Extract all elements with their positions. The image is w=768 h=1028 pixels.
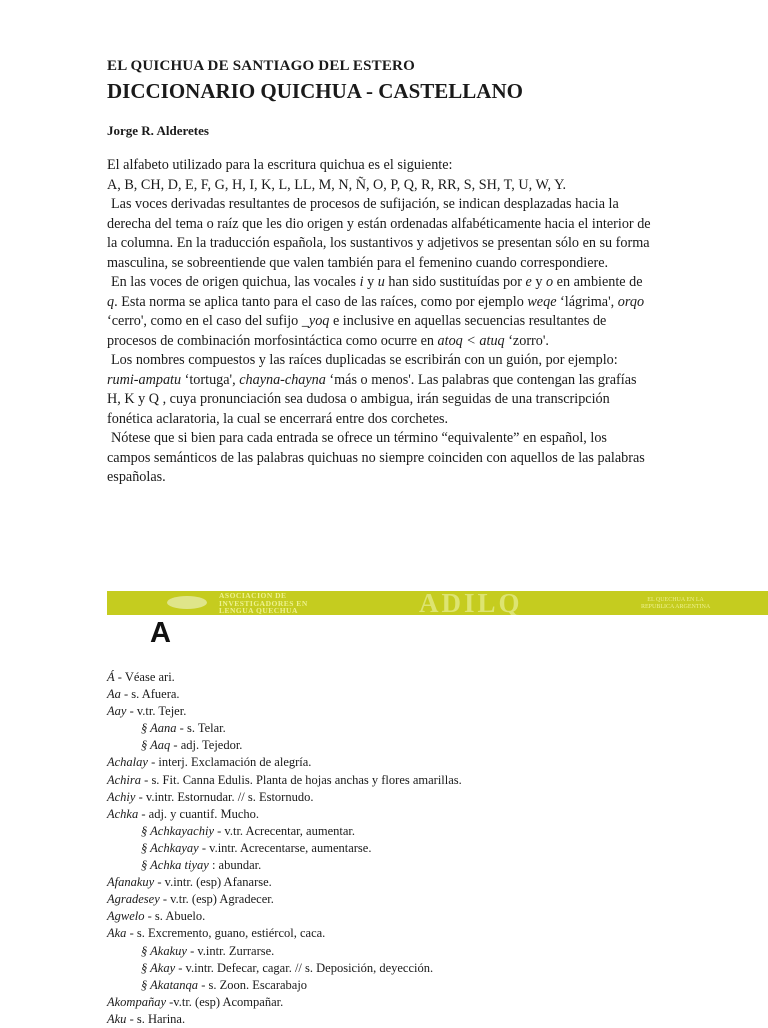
entry-definition: - s. Abuelo. [144,909,206,924]
entry-definition: - v.tr. (esp) Agradecer. [159,892,274,907]
entry-headword: § Akakuy [141,943,187,958]
intro-text [107,156,652,488]
dictionary-subentry [107,960,747,977]
dictionary-subentry [107,737,747,754]
dictionary-entry [107,669,747,686]
dictionary-entry [107,772,747,789]
entry-definition: - s. Telar. [176,721,226,736]
entry-definition: - adj. Tejedor. [170,738,243,753]
entry-headword: Akompañay [107,994,167,1009]
entry-definition: - s. Fit. Canna Edulis. Planta de hojas anchas y flores amarillas. [141,772,462,787]
adilq-banner [107,591,768,615]
entry-definition: - s. Excremento, guano, estiércol, caca. [126,926,326,941]
dictionary-subentry [107,943,747,960]
dictionary-entries [107,669,747,1028]
intro-paragraph-vowels: En las voces de origen quichua, las vocales i y u han sido sustituídas por e y o en ambiente de q. Esta norma se aplica tanto para el caso de las raíces, como por ejemplo weqe ‘lágrima', orqo ‘cerro', como en el caso del sufijo _yoq e inclusive en aquellas secuencias resultantes de procesos de combinación morfosintáctica como ocurre en atoq < atuq ‘zorro'. [107,274,645,349]
entry-headword: Achalay [107,755,148,770]
intro-paragraph-semantics: Nótese que si bien para cada entrada se ofrece un término “equivalente” en español, los campos semánticos de las palabras quichuas no siempre coinciden con aquellos de las palabras españolas. [107,430,645,485]
entry-headword: § Aaq [141,738,171,753]
intro-paragraph-derivation: Las voces derivadas resultantes de procesos de sufijación, se indican desplazadas hacia la derecha del tema o raíz que les dio origen y están ordenadas alfabéticamente hacia el interior de la columna. En la traducción española, los sustantivos y adjetivos se presentan sólo en su forma masculina, se sobreentiende que valen también para el femenino cuando correspondiere. [107,196,651,271]
entry-definition: - Véase ari. [114,670,175,684]
dictionary-entry [107,806,747,823]
dictionary-entry [107,874,747,891]
entry-definition: -v.tr. (esp) Acompañar. [166,994,284,1009]
entry-headword: § Aana [141,721,177,736]
banner-right-text: EL QUECHUA EN LA REPUBLICA ARGENTINA [641,597,711,610]
entry-headword: § Akay [141,960,176,975]
banner-association-text: ASOCIACION DE INVESTIGADORES EN LENGUA QUECHUA [219,591,308,615]
entry-headword: Agradesey [107,892,160,907]
entry-headword: Aa [107,687,121,702]
entry-headword: Agwelo [107,909,145,924]
entry-headword: Achiy [107,789,136,804]
dictionary-entry [107,925,747,942]
entry-headword: § Achka tiyay [141,858,209,873]
intro-paragraph-alphabet-label: El alfabeto utilizado para la escritura quichua es el siguiente: [107,157,453,173]
entry-definition: - v.tr. Acrecentar, aumentar. [214,823,355,838]
dictionary-entry [107,754,747,771]
entry-definition: - s. Zoon. Escarabajo [198,977,308,992]
entry-definition: - v.tr. Tejer. [126,704,187,719]
dictionary-subentry [107,977,747,994]
entry-headword: § Achkayay [141,840,199,855]
dictionary-entry [107,1011,747,1028]
dictionary-subentry [107,857,747,874]
banner-acronym: ADILQ [419,591,523,615]
document-author: Jorge R. Alderetes [107,123,209,138]
dictionary-entry [107,703,747,720]
intro-paragraph-compounds: Los nombres compuestos y las raíces duplicadas se escribirán con un guión, por ejemplo: rumi-ampatu ‘tortuga', chayna-chayna ‘más o menos'. Las palabras que contengan las grafías H, K y Q , cuya pronunciación sea dudosa o ambigua, irán seguidas de una transcripción fonética aclaratoria, la cual se encerrará entre dos corchetes. [107,352,637,427]
entry-headword: § Achkayachiy [141,823,214,838]
entry-headword: Achka [107,806,139,821]
entry-definition: - v.intr. Zurrarse. [186,943,275,958]
dictionary-entry [107,686,747,703]
entry-headword: Achira [107,772,142,787]
association-logo-icon [167,596,207,609]
entry-headword: Aku [107,1011,127,1026]
entry-definition: - s. Afuera. [120,687,180,702]
entry-headword: Afanakuy [107,875,155,890]
dictionary-entry [107,908,747,925]
entry-headword: Aka [107,926,127,941]
section-letter-heading: A [150,617,171,649]
entry-definition: - interj. Exclamación de alegría. [147,755,312,770]
dictionary-subentry [107,840,747,857]
dictionary-subentry [107,720,747,737]
entry-headword: Á [107,670,115,684]
entry-definition: - s. Harina. [126,1011,186,1026]
entry-definition: - v.intr. Defecar, cagar. // s. Deposición, deyección. [175,960,434,975]
entry-definition: : abundar. [208,858,262,873]
entry-definition: - adj. y cuantif. Mucho. [138,806,260,821]
document-title: DICCIONARIO QUICHUA - CASTELLANO [107,79,523,103]
document-subtitle: EL QUICHUA DE SANTIAGO DEL ESTERO [107,58,415,74]
dictionary-entry [107,891,747,908]
entry-definition: - v.intr. Estornudar. // s. Estornudo. [135,789,314,804]
dictionary-subentry [107,823,747,840]
entry-headword: § Akatanqa [141,977,199,992]
dictionary-entry [107,994,747,1011]
entry-headword: Aay [107,704,127,719]
intro-paragraph-alphabet: A, B, CH, D, E, F, G, H, I, K, L, LL, M, N, Ñ, O, P, Q, R, RR, S, SH, T, U, W, Y. [107,176,567,193]
entry-definition: - v.intr. Acrecentarse, aumentarse. [198,840,372,855]
dictionary-entry [107,789,747,806]
entry-definition: - v.intr. (esp) Afanarse. [154,875,272,890]
